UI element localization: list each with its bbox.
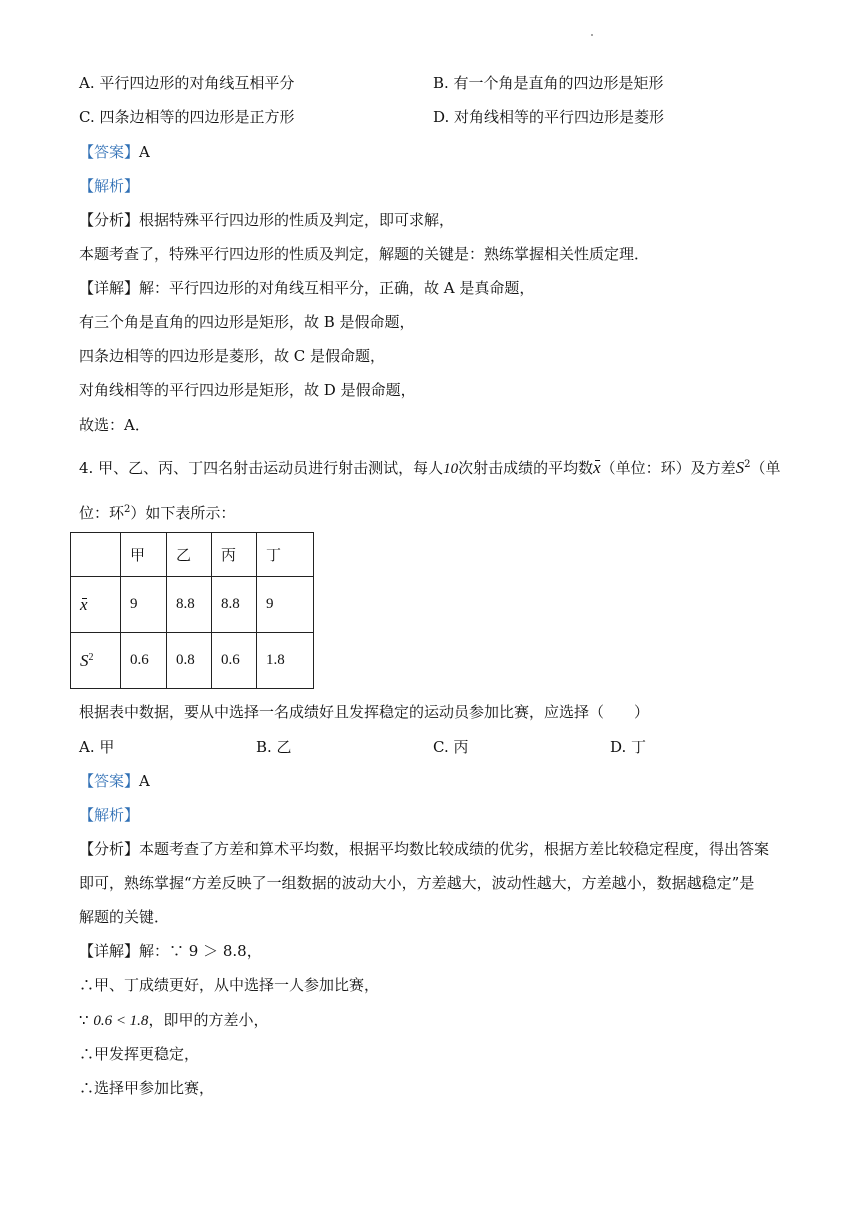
table-cell: 0.8	[167, 633, 212, 689]
xiangjie-tag: 【详解】	[79, 279, 140, 297]
q4-stem-part: 次射击成绩的平均数	[458, 459, 594, 477]
q3-solution-line: 故选：A．	[79, 416, 150, 434]
q3-option-a: A. 平行四边形的对角线互相平分	[79, 74, 295, 92]
variance-symbol: S	[735, 458, 745, 477]
q4-question: 根据表中数据，要从中选择一名成绩好且发挥稳定的运动员参加比赛，应选择（ ）	[79, 703, 650, 721]
q4-option-d: D. 丁	[610, 738, 647, 756]
answer-tag: 【答案】	[79, 772, 140, 790]
q3-solution-line: 四条边相等的四边形是菱形，故 C 是假命题，	[79, 347, 386, 365]
answer-tag: 【答案】	[79, 143, 140, 161]
table-cell: 0.6	[121, 633, 167, 689]
q4-stem-part: （单位：环）及方差	[600, 459, 736, 477]
q4-stem-count: 10	[443, 461, 459, 477]
q3-fenxi	[79, 209, 454, 231]
solution-text: ，即甲的方差小，	[148, 1011, 269, 1029]
fenxi-tag: 【分析】	[79, 840, 140, 858]
q4-analysis-tag: 【解析】	[79, 806, 140, 824]
mean-symbol: x	[593, 458, 601, 477]
table-row-variance	[71, 633, 314, 689]
q3-option-c: C. 四条边相等的四边形是正方形	[79, 108, 295, 126]
q4-stem	[79, 454, 781, 480]
table-cell	[71, 533, 121, 577]
table-cell: 乙	[167, 533, 212, 577]
table-cell: 甲	[121, 533, 167, 577]
q4-answer	[79, 770, 150, 792]
q3-xiangjie	[79, 277, 534, 299]
q3-analysis-tag: 【解析】	[79, 177, 140, 195]
inequality: 0.6 < 1.8	[93, 1013, 149, 1029]
fenxi-tag: 【分析】	[79, 211, 140, 229]
table-cell: 9	[257, 577, 314, 633]
table-cell: 8.8	[167, 577, 212, 633]
q4-solution-line	[79, 1009, 268, 1032]
table-row-mean	[71, 577, 314, 633]
table-cell: 丙	[212, 533, 257, 577]
q4-fenxi-line3: 解题的关键．	[79, 908, 170, 926]
table-cell: 丁	[257, 533, 314, 577]
q4-stem-part: 位：环	[79, 504, 125, 522]
table-header-row	[71, 533, 314, 577]
fenxi-text: 根据特殊平行四边形的性质及判定，即可求解，	[139, 211, 455, 229]
q4-fenxi-line2: 即可，熟练掌握“方差反映了一组数据的波动大小，方差越大，波动性越大，方差越小，数据越稳定”是	[79, 874, 755, 892]
unit-superscript: 2	[124, 504, 131, 515]
q4-option-c: C. 丙	[433, 738, 469, 756]
q4-solution-line: ∴甲发挥更稳定，	[79, 1045, 200, 1063]
xiangjie-text: 解：∵ 9 ＞ 8.8，	[139, 942, 262, 960]
answer-value: A	[139, 772, 150, 790]
table-row-label	[71, 633, 121, 689]
table-cell: 9	[121, 577, 167, 633]
fenxi-text: 本题考查了方差和算术平均数，根据平均数比较成绩的优劣，根据方差比较稳定程度，得出答案	[139, 840, 770, 858]
q3-answer	[79, 141, 150, 163]
xiangjie-text: 解：平行四边形的对角线互相平分，正确，故 A 是真命题，	[139, 279, 535, 297]
q3-solution-line: 对角线相等的平行四边形是矩形，故 D 是假命题，	[79, 381, 416, 399]
q4-solution-line: ∴选择甲参加比赛，	[79, 1079, 215, 1097]
variance-superscript: 2	[744, 459, 751, 470]
q4-stem-line2	[79, 499, 235, 524]
q4-xiangjie	[79, 940, 262, 962]
q3-fenxi-line2: 本题考查了，特殊平行四边形的性质及判定，解题的关键是：熟练掌握相关性质定理．	[79, 245, 650, 263]
scan-dot	[591, 34, 593, 36]
q4-option-b: B. 乙	[256, 738, 292, 756]
variance-superscript: 2	[88, 651, 94, 663]
table-cell: 8.8	[212, 577, 257, 633]
xiangjie-tag: 【详解】	[79, 942, 140, 960]
score-table	[70, 532, 314, 689]
table-cell: 0.6	[212, 633, 257, 689]
q4-stem-part: （单	[750, 459, 781, 477]
variance-symbol: S	[80, 650, 89, 670]
because-symbol: ∵	[79, 1011, 94, 1029]
answer-value: A	[139, 143, 150, 161]
mean-symbol: x	[80, 594, 88, 614]
q4-stem-part: ）如下表所示：	[130, 504, 236, 522]
table-cell: 1.8	[257, 633, 314, 689]
q4-solution-line: ∴甲、丁成绩更好，从中选择一人参加比赛，	[79, 976, 380, 994]
q4-fenxi	[79, 838, 769, 860]
q3-option-d: D. 对角线相等的平行四边形是菱形	[433, 108, 665, 126]
q3-solution-line: 有三个角是直角的四边形是矩形，故 B 是假命题，	[79, 313, 415, 331]
q4-option-a: A. 甲	[79, 738, 115, 756]
q4-stem-part: 4. 甲、乙、丙、丁四名射击运动员进行射击测试，每人	[79, 459, 444, 477]
table-row-label	[71, 577, 121, 633]
q3-option-b: B. 有一个角是直角的四边形是矩形	[433, 74, 664, 92]
